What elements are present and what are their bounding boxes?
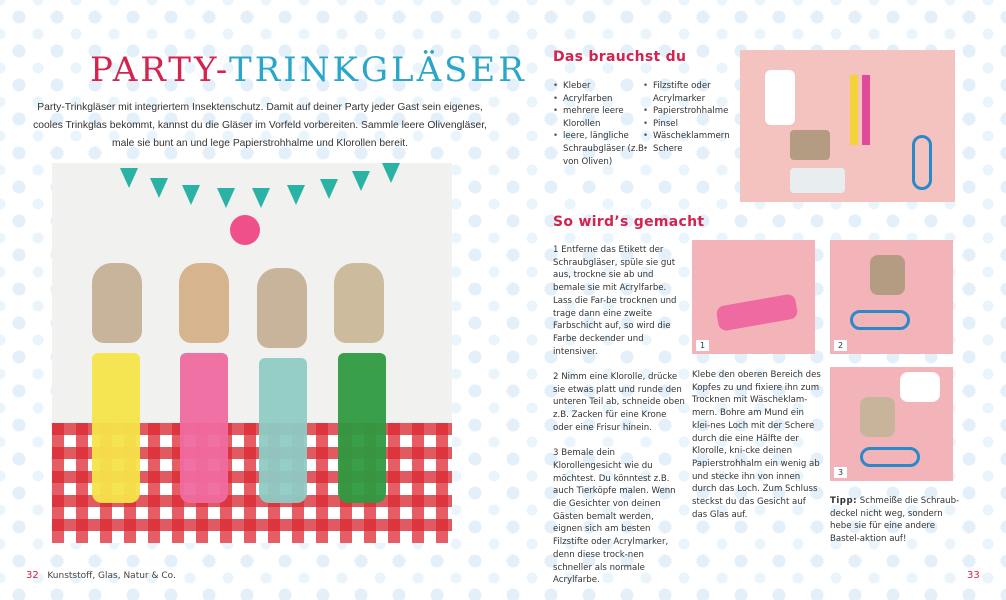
tip: Tipp: Schmeiße die Schraub-deckel nicht weg, sondern hebe sie für eine andere Bastel-aktion auf!	[830, 496, 960, 545]
step-photo-3: 3	[830, 367, 953, 481]
step-2: 2 Nimm eine Klorolle, drücke sie etwas platt und runde den unteren Teil ab, schneide oben z.B. Zacken für eine Krone oder eine Frisur hinein.	[553, 372, 685, 433]
list-item: • Schere	[643, 143, 733, 156]
list-item: • Papierstrohhalme	[643, 105, 733, 118]
step-photo-2: 2	[830, 240, 953, 354]
steps-heading: So wird’s gemacht	[553, 214, 705, 230]
materials-list-2	[643, 80, 733, 156]
list-item: • Acrylfarben	[553, 93, 648, 106]
list-item: • Pinsel	[643, 118, 733, 131]
intro-text: Party-Trinkgläser mit integriertem Insektenschutz. Damit auf deiner Party jeder Gast sein eigenes, cooles Trinkglas bekommt, kannst du die Gläser im Vorfeld vorbereiten. Sammle leere Olivengläser, male sie bunt an und lege Papierstrohhalme und Klorollen bereit.	[33, 102, 487, 149]
page-number-left: 32	[26, 570, 39, 581]
materials-heading: Das brauchst du	[553, 49, 687, 65]
steps-column-1	[553, 244, 685, 600]
section-name: Kunststoff, Glas, Natur & Co.	[47, 571, 176, 581]
step-3: 3 Bemale dein Klorollengesicht wie du möchtest. Du könntest z.B. auch Tierköpfe malen. Wenn die Gesichter von deinen Gästen bemalt werden, eignen sich am besten Filzstifte oder Acrylmarker, denn diese trock-nen schneller als normale Acrylfarbe.	[553, 448, 676, 586]
step-1: 1 Entferne das Etikett der Schraubgläser, spüle sie gut aus, trockne sie ab und bemale sie mit Acrylfarbe. Lass die Far-be trocknen und trage dann eine zweite Farbschicht auf, so wird die Farbe deckender und intensiver.	[553, 245, 677, 357]
page-title: PARTY-TRINKGLÄSER	[90, 50, 527, 90]
page-number-right: 33	[967, 570, 980, 581]
step-photo-1: 1	[692, 240, 815, 354]
materials-list-1	[553, 80, 648, 168]
list-item: • leere, längliche Schraubgläser (z.B. von Oliven)	[553, 130, 648, 168]
step-3-continued: Klebe den oberen Bereich des Kopfes zu und fixiere ihn zum Trocknen mit Wäscheklam-mern. Bohre am Mund ein klei-nes Loch mit der Schere durch die eine Hälfte der Klorolle, kni-cke deinen Papierstrohhalm ein wenig ab und stecke ihn von innen durch das Loch. Zum Schluss steckst du das Gesicht auf das Glas auf.	[692, 370, 821, 520]
party-glasses-photo	[52, 163, 452, 543]
list-item: • Kleber	[553, 80, 648, 93]
list-item: • Wäscheklammern	[643, 130, 733, 143]
list-item: • mehrere leere Klorollen	[553, 105, 648, 130]
materials-photo	[740, 50, 955, 202]
footer-left	[26, 570, 176, 581]
list-item: • Filzstifte oder Acrylmarker	[643, 80, 733, 105]
